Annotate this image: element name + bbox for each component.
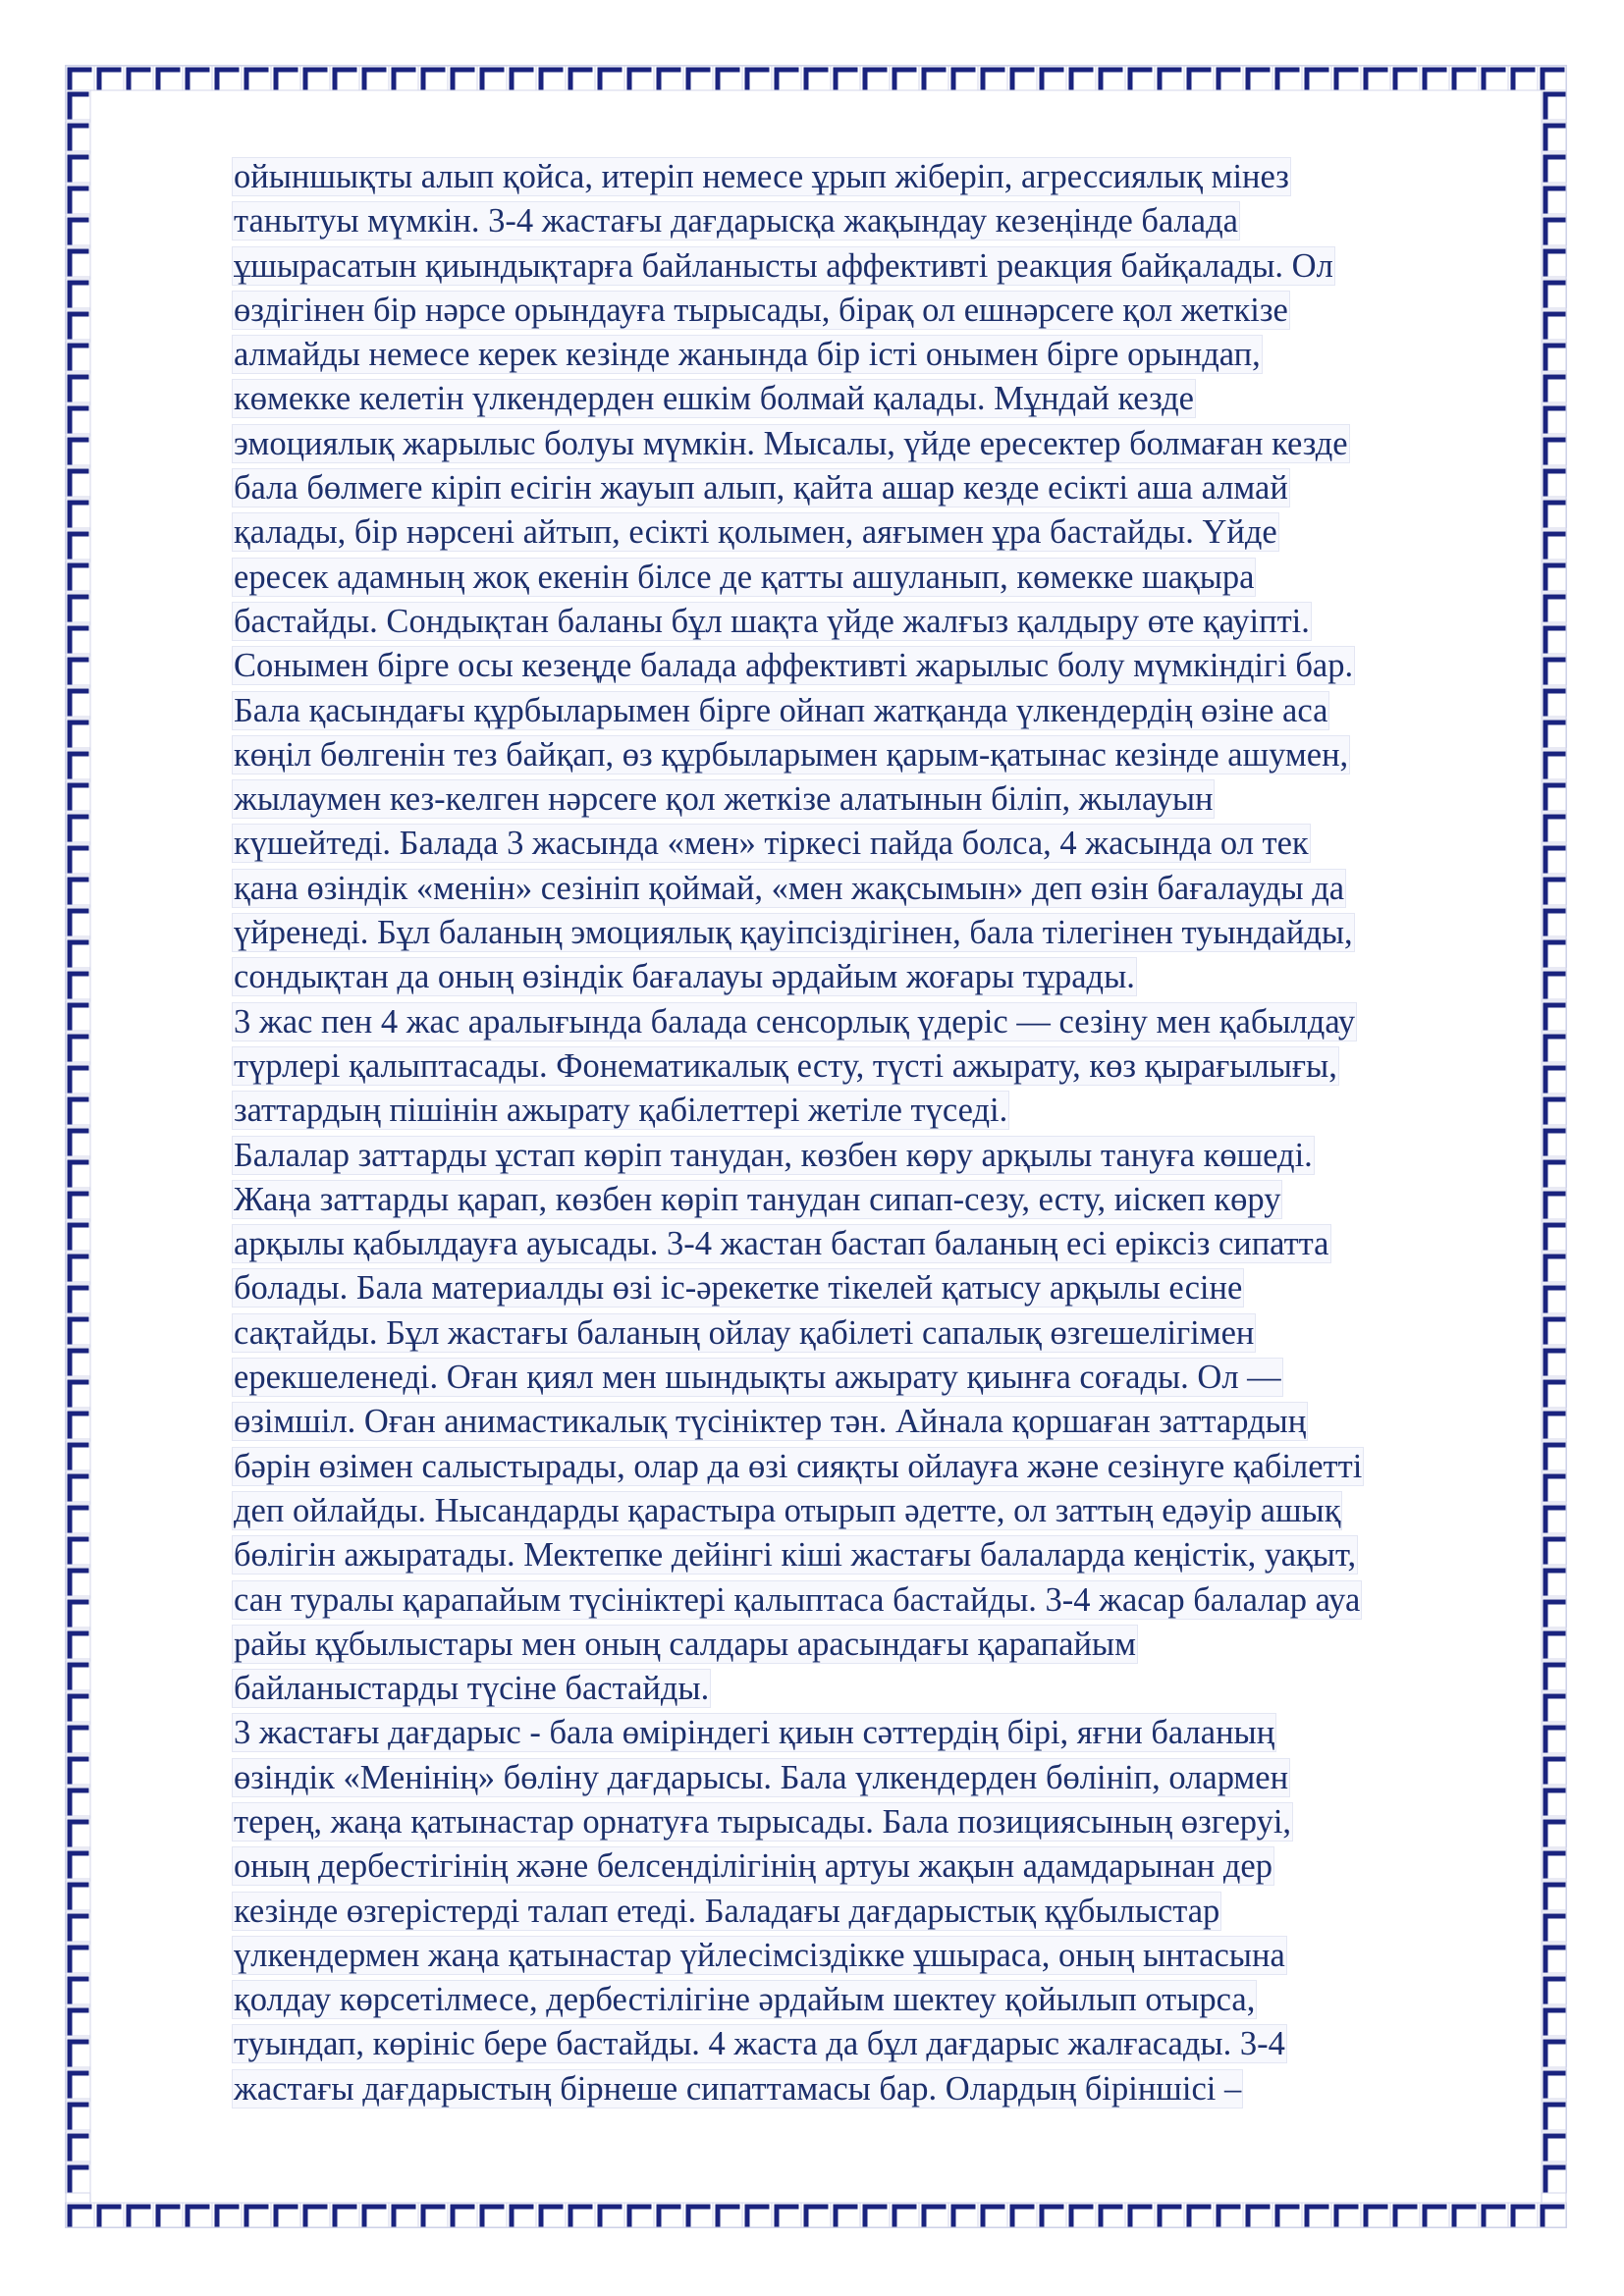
text-line: болады. Бала материалды өзі іс-әрекетке тікелей қатысу арқылы есіне	[234, 1269, 1243, 1308]
text-line: эмоциялық жарылыс болуы мүмкін. Мысалы, үйде ересектер болмаған кезде	[234, 424, 1348, 462]
text-line: терең, жаңа қатынастар орнатуға тырысады. Бала позициясының өзгеруі,	[234, 1802, 1292, 1841]
text-line: сондықтан да оның өзіндік бағалауы әрдайым жоғары тұрады.	[234, 958, 1135, 996]
text-line: Жаңа заттарды қарап, көзбен көріп танудан сипап-сезу, есту, иіскеп көру	[234, 1180, 1281, 1218]
text-line: Сонымен бірге осы кезеңде балада аффективті жарылыс болу мүмкіндігі бар.	[234, 647, 1354, 685]
text-line: туындап, көрініс бере бастайды. 4 жаста да бұл дағдарыс жалғасады. 3-4	[234, 2025, 1285, 2063]
text-line: байланыстарды түсіне бастайды.	[234, 1670, 710, 1708]
text-line: алмайды немесе керек кезінде жанында бір істі онымен бірге орындап,	[234, 336, 1261, 374]
text-line: өзіндік «Менінің» бөліну дағдарысы. Бала үлкендерден бөлініп, олармен	[234, 1758, 1289, 1796]
text-line: қалады, бір нәрсені айтып, есікті қолымен, аяғымен ұра бастайды. Үйде	[234, 513, 1277, 552]
text-line: жастағы дағдарыстың бірнеше сипаттамасы бар. Олардың біріншісі –	[234, 2069, 1242, 2108]
text-line: бала бөлмеге кіріп есігін жауып алып, қайта ашар кезде есікті аша алмай	[234, 469, 1288, 507]
text-line: күшейтеді. Балада 3 жасында «мен» тіркесі пайда болса, 4 жасында ол тек	[234, 825, 1309, 863]
text-line: ересек адамның жоқ екенін білсе де қатты ашуланып, көмекке шақыра	[234, 558, 1255, 596]
text-line: өздігінен бір нәрсе орындауға тырысады, бірақ ол ешнәрсеге қол жеткізе	[234, 291, 1288, 329]
text-line: сан туралы қарапайым түсініктері қалыптаса бастайды. 3-4 жасар балалар ауа	[234, 1580, 1361, 1619]
body-text	[233, 155, 1529, 2111]
text-line: Балалар заттарды ұстап көріп танудан, көзбен көру арқылы тануға көшеді.	[234, 1136, 1313, 1174]
text-line: бастайды. Сондықтан баланы бұл шақта үйде жалғыз қалдыру өте қауіпті.	[234, 602, 1310, 640]
text-line: заттардың пішінін ажырату қабілеттері жетіле түседі.	[234, 1092, 1008, 1130]
text-line: арқылы қабылдауға ауысады. 3-4 жастан бастап баланың есі ерiксiз сипатта	[234, 1225, 1329, 1263]
text-line: 3 жас пен 4 жас аралығында балада сенсорлық үдеріс — сезіну мен қабылдау	[234, 1002, 1356, 1041]
text-line: қолдау көрсетілмесе, дербестілігіне әрдайым шектеу қойылып отырса,	[234, 1981, 1256, 2019]
text-line: жылаумен кез-келген нәрсеге қол жеткізе алатынын біліп, жылауын	[234, 780, 1214, 819]
text-line: ұшырасатын қиындықтарға байланысты аффективті реакция байқалады. Ол	[234, 246, 1333, 285]
text-line: қана өзіндік «менін» сезініп қоймай, «мен жақсымын» деп өзін бағалауды да	[234, 869, 1345, 907]
text-line: Бала қасындағы құрбыларымен бірге ойнап жатқанда үлкендердің өзіне аса	[234, 691, 1328, 729]
text-line: көмекке келетін үлкендерден ешкім болмай қалады. Мұндай кезде	[234, 380, 1194, 418]
text-line: бөлігін ажыратады. Мектепке дейінгі кіші жастағы балаларда кеңістік, уақыт,	[234, 1536, 1357, 1575]
text-line: үйренеді. Бұл баланың эмоциялық қауіпсіздігінен, бала тілегінен туындайды,	[234, 914, 1353, 952]
text-line: ойыншықты алып қойса, итеріп немесе ұрып жіберіп, агрессиялық мінез	[234, 158, 1289, 195]
text-line: оның дербестігінің және белсенділігінің артуы жақын адамдарынан дер	[234, 1847, 1272, 1886]
text-line: сақтайды. Бұл жастағы баланың ойлау қабілеті сапалық өзгешелігімен	[234, 1313, 1255, 1352]
text-line: деп ойлайды. Нысандарды қарастыра отырып әдетте, ол заттың едәуір ашық	[234, 1491, 1341, 1529]
text-line: танытуы мүмкін. 3-4 жастағы дағдарысқа жақындау кезеңінде балада	[234, 202, 1238, 240]
text-line: көңіл бөлгенін тез байқап, өз құрбыларымен қарым-қатынас кезінде ашумен,	[234, 735, 1349, 774]
text-line: 3 жастағы дағдарыс - бала өміріндегі қиын сәттердің бірі, яғни баланың	[234, 1714, 1275, 1752]
text-line: түрлері қалыптасады. Фонематикалық есту, түсті ажырату, көз қырағылығы,	[234, 1046, 1337, 1085]
text-line: үлкендермен жаңа қатынастар үйлесімсіздікке ұшыраса, оның ынтасына	[234, 1936, 1285, 1974]
text-line: кезінде өзгерістерді талап етеді. Баладағы дағдарыстық құбылыстар	[234, 1892, 1220, 1930]
text-line: ерекшеленеді. Оған қиял мен шындықты ажырату қиынға соғады. Ол —	[234, 1359, 1281, 1397]
text-line: бәрін өзімен салыстырады, олар да өзі сияқты ойлауға және сезінуге қабілетті	[234, 1447, 1363, 1485]
text-line: райы құбылыстары мен оның салдары арасындағы қарапайым	[234, 1625, 1136, 1663]
text-line: өзімшіл. Оған анимастикалық түсініктер тән. Айнала қоршаған заттардың	[234, 1403, 1307, 1441]
